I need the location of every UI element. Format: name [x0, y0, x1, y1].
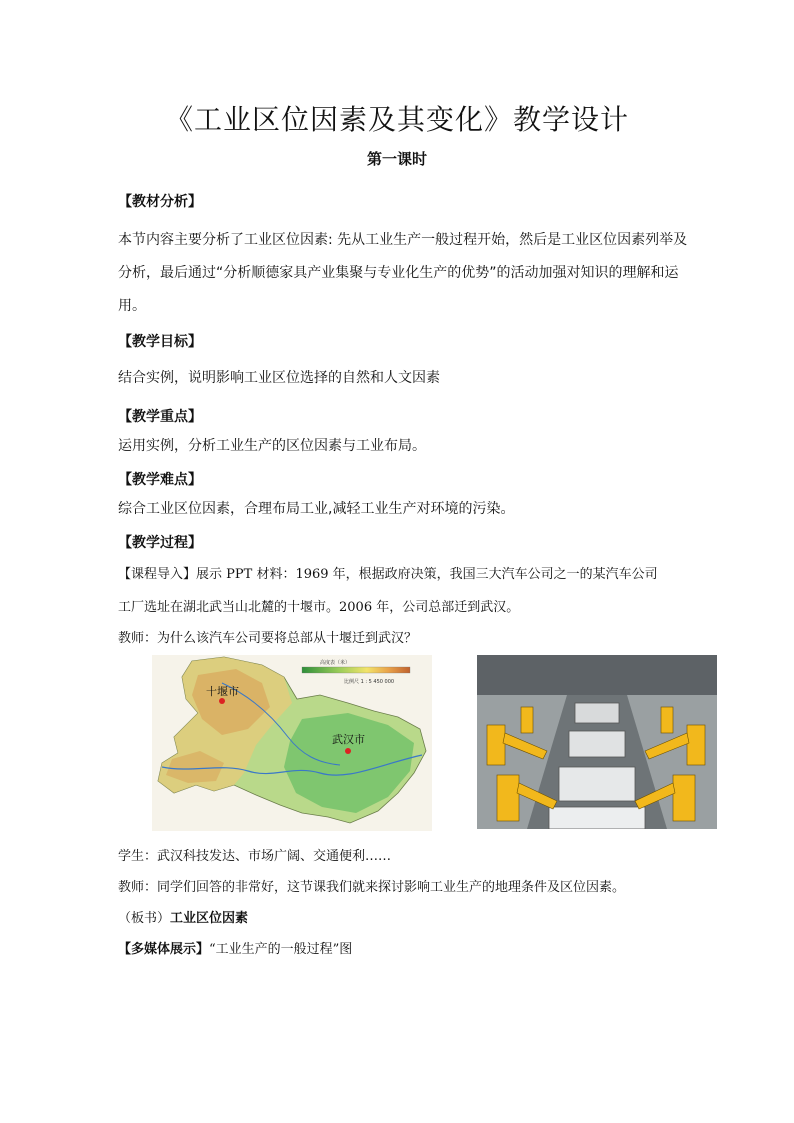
auto-assembly-line-photo — [477, 655, 717, 829]
car-body-4 — [549, 807, 645, 829]
intro-text-1: 展示 PPT 材料：1969 年，根据政府决策，我国三大汽车公司之一的某汽车公司 — [196, 567, 658, 582]
intro-line-2: 工厂选址在湖北武当山北麓的十堰市。2006 年，公司总部迁到武汉。 — [118, 600, 520, 615]
factory-ceiling — [477, 655, 717, 695]
student-answer: 学生：武汉科技发达、市场广阔、交通便利…… — [118, 849, 392, 864]
document-subtitle: 第一课时 — [366, 150, 427, 168]
document-title: 《工业区位因素及其变化》教学设计 — [164, 103, 629, 136]
goals-text: 结合实例，说明影响工业区位选择的自然和人文因素 — [118, 370, 440, 386]
map-legend-colorbar — [302, 667, 410, 673]
car-body-2 — [569, 731, 625, 757]
media-line — [118, 938, 718, 957]
media-label: 【多媒体展示】 — [118, 942, 210, 957]
heading-analysis: 【教材分析】 — [118, 194, 202, 210]
car-body-1 — [575, 703, 619, 723]
key-text: 运用实例，分析工业生产的区位因素与工业布局。 — [118, 438, 426, 454]
board-line — [118, 907, 718, 926]
media-text: “工业生产的一般过程”图 — [209, 942, 353, 957]
analysis-text: 本节内容主要分析了工业区位因素: 先从工业生产一般过程开始，然后是工业区位因素列举及分析，最后通过“分析顺德家具产业集聚与专业化生产的优势”的活动加强对知识的理解和运用。 — [118, 232, 688, 314]
map-legend-title: 高度表（米） — [320, 660, 351, 666]
car-body-3 — [559, 767, 635, 801]
heading-goals: 【教学目标】 — [118, 334, 202, 350]
heading-difficult: 【教学难点】 — [118, 472, 202, 488]
difficult-text: 综合工业区位因素，合理布局工业,减轻工业生产对环境的污染。 — [118, 501, 515, 517]
board-prefix: （板书） — [118, 911, 171, 926]
heading-process: 【教学过程】 — [118, 535, 202, 551]
heading-key: 【教学重点】 — [118, 409, 202, 425]
hubei-topographic-map — [152, 655, 432, 831]
shiyan-city-marker — [219, 698, 225, 704]
intro-label: 【课程导入】 — [118, 567, 197, 582]
teacher-question: 教师：为什么该汽车公司要将总部从十堰迁到武汉？ — [118, 631, 418, 646]
shiyan-city-label: 十堰市 — [206, 685, 239, 698]
wuhan-city-label: 武汉市 — [332, 733, 365, 746]
map-scale: 比例尺 1 : 5 450 000 — [344, 679, 395, 685]
wuhan-city-marker — [345, 748, 351, 754]
intro-line-1 — [118, 563, 718, 582]
teacher-answer: 教师：同学们回答的非常好，这节课我们就来探讨影响工业生产的地理条件及区位因素。 — [118, 880, 626, 895]
board-title: 工业区位因素 — [170, 911, 249, 926]
